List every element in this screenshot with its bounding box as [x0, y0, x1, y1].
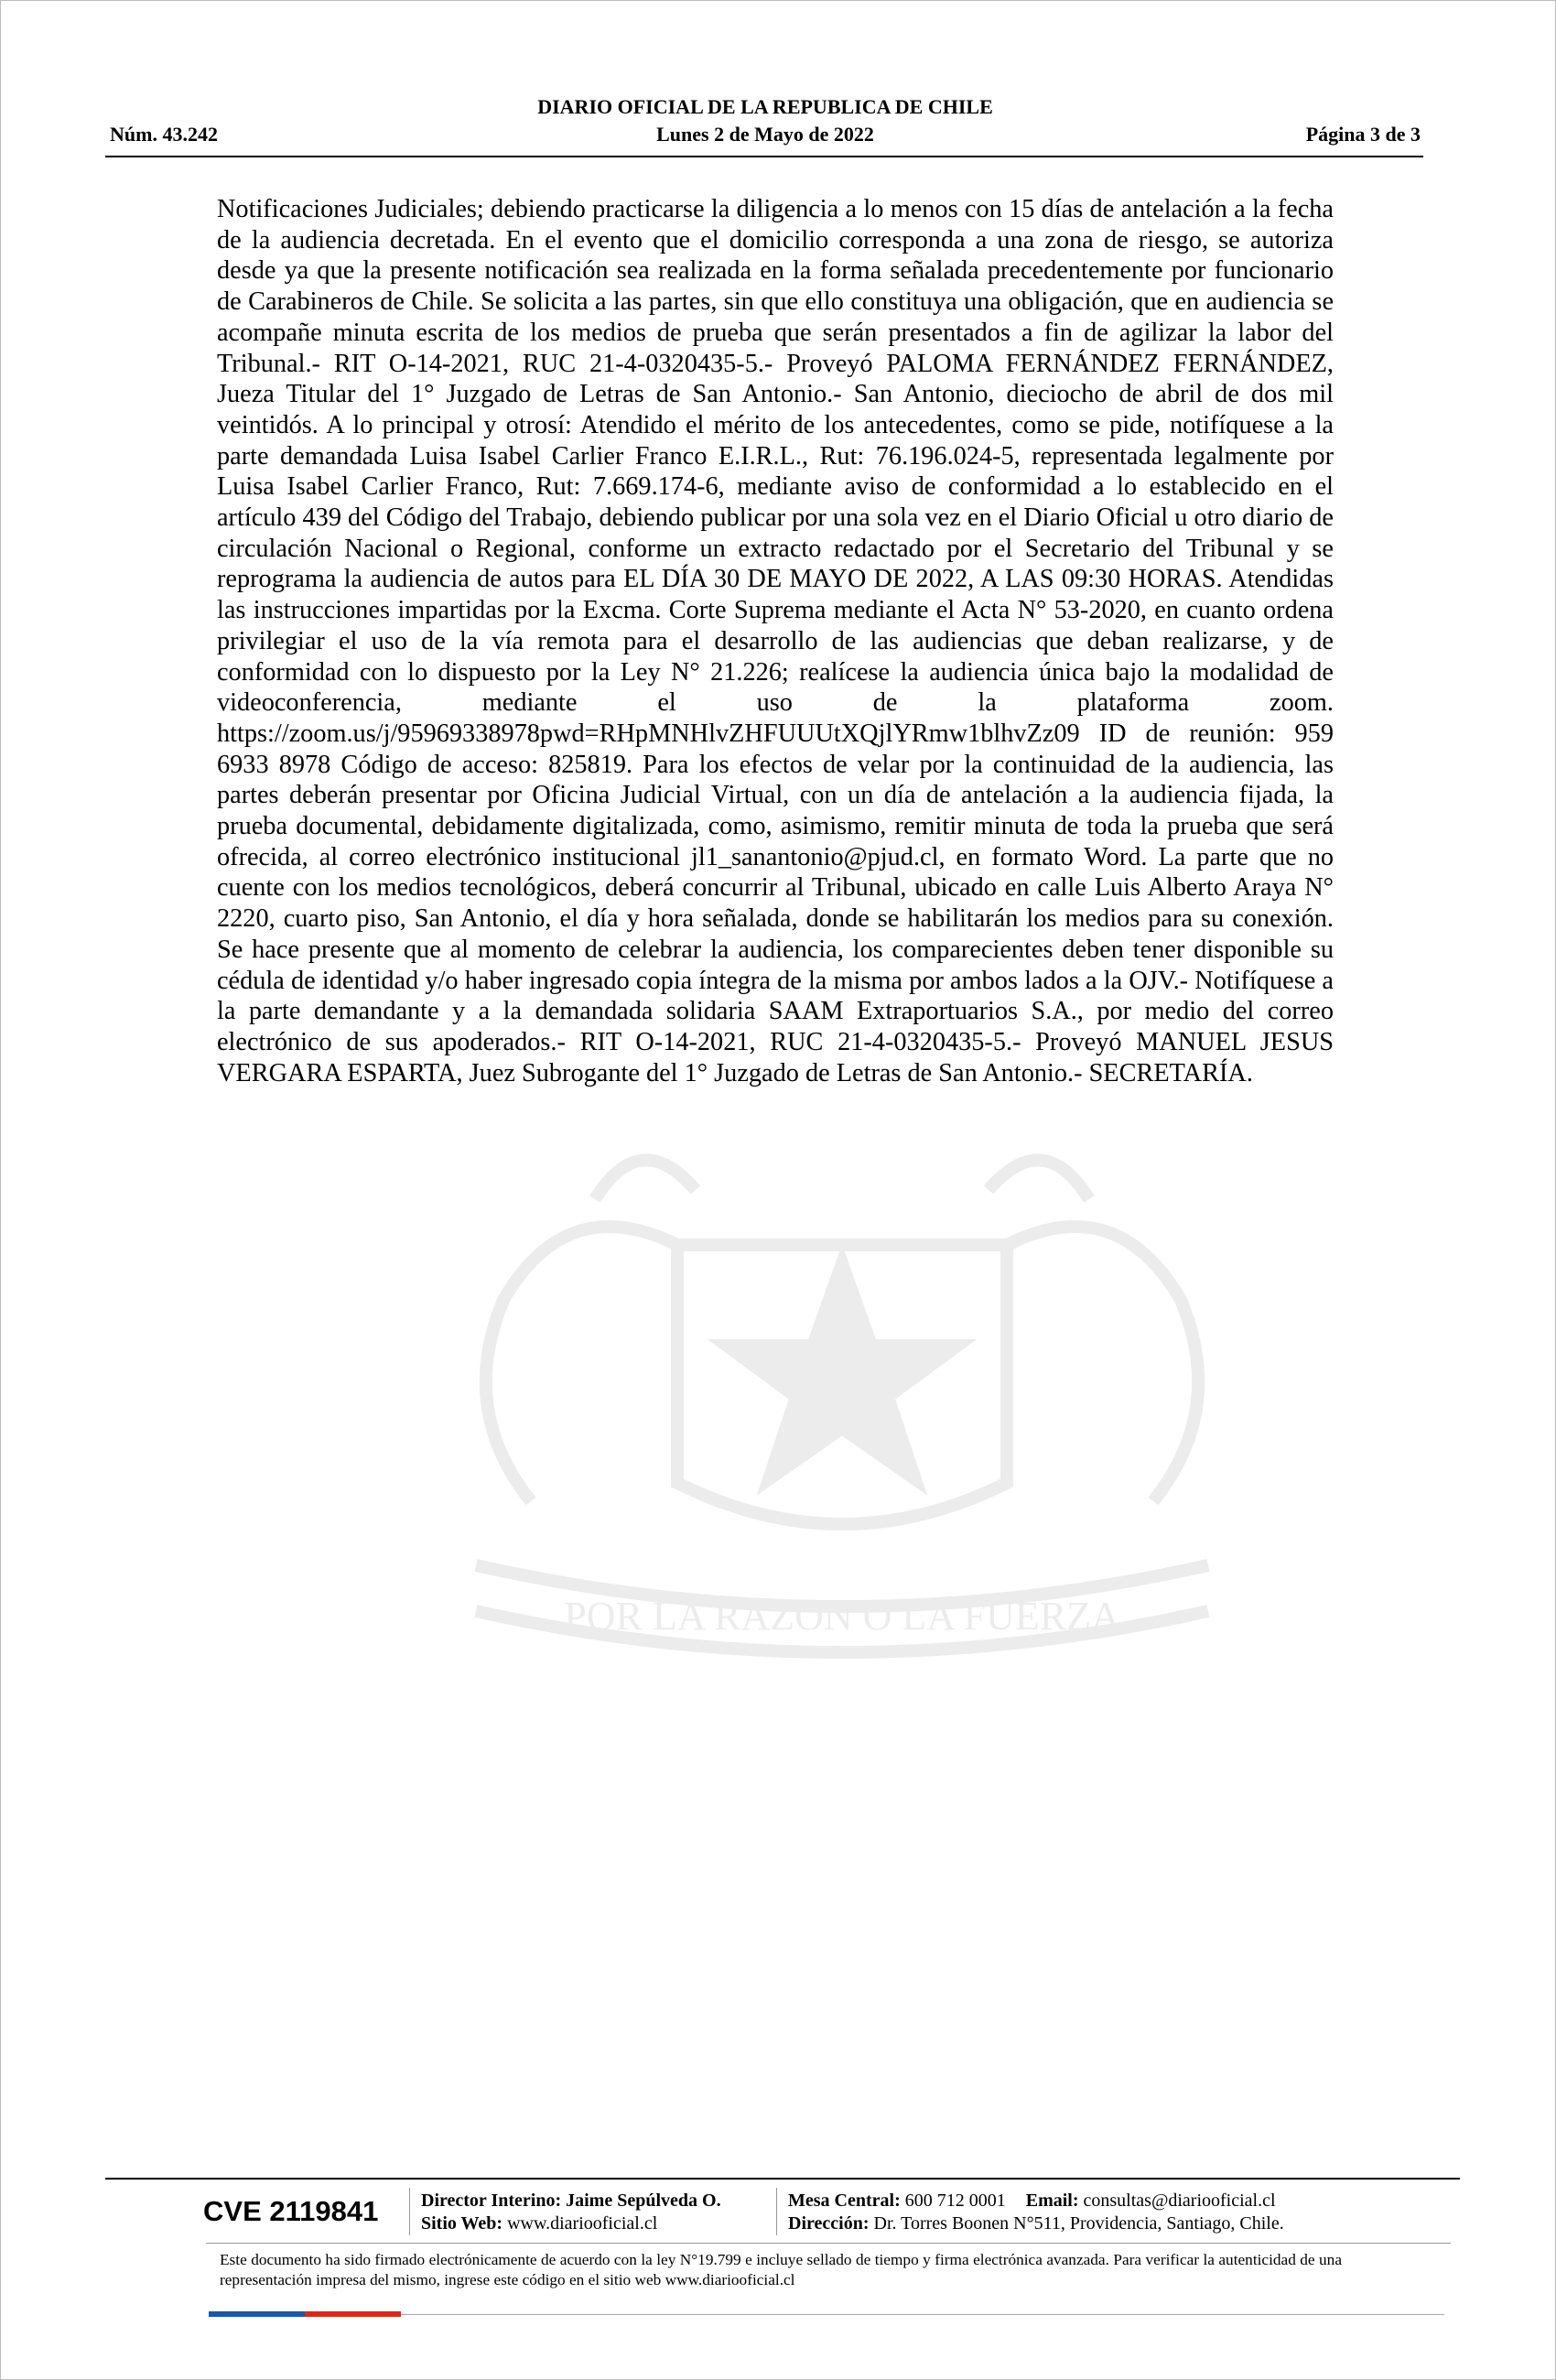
- address-label: Dirección:: [788, 2213, 870, 2234]
- email-label: Email:: [1025, 2191, 1079, 2211]
- footer-divider-secondary: [206, 2243, 1451, 2244]
- address-value: Dr. Torres Boonen N°511, Providencia, Santiago, Chile.: [873, 2213, 1284, 2234]
- footer-divider: [105, 2178, 1460, 2180]
- site-link[interactable]: www.diariooficial.cl: [507, 2213, 658, 2234]
- page-number: Página 3 de 3: [1305, 123, 1421, 146]
- email-link[interactable]: consultas@diariooficial.cl: [1083, 2191, 1276, 2211]
- flag-line: [401, 2314, 1444, 2315]
- footer-separator: [776, 2188, 777, 2235]
- publication-title: DIARIO OFICIAL DE LA REPUBLICA DE CHILE: [537, 95, 993, 118]
- notice-body: [217, 194, 1334, 1088]
- flag-red-segment: [305, 2311, 401, 2317]
- footer-director-block: [421, 2190, 721, 2235]
- motto-text: POR LA RAZON O LA FUERZA: [564, 1594, 1120, 1639]
- signature-disclaimer: Este documento ha sido firmado electrónicamente de acuerdo con la ley N°19.799 e incluye sellado de tiempo y firma electrónica avanzada. Para verificar la autenticidad de una representación impresa del mismo, ingrese este código en el sitio web www.diariooficial.cl: [220, 2251, 1342, 2288]
- director-label: Director Interino:: [421, 2191, 562, 2211]
- director-name: Jaime Sepúlveda O.: [566, 2191, 721, 2211]
- phone-label: Mesa Central:: [788, 2191, 901, 2211]
- site-label: Sitio Web:: [421, 2213, 503, 2234]
- footer-contact-block: [788, 2190, 1284, 2235]
- page-header: [110, 92, 1421, 156]
- flag-stripe: [209, 2311, 401, 2317]
- notice-paragraph: Notificaciones Judiciales; debiendo practicarse la diligencia a lo menos con 15 días de antelación a la fecha de la audiencia decretada. En el evento que el domicilio corresponda a una zona de riesgo, se autoriza desde ya que la presente notificación sea realizada en la forma señalada precedentemente por funcionario de Carabineros de Chile. Se solicita a las partes, sin que ello constituya una obligación, que en audiencia se acompañe minuta escrita de los medios de prueba que serán presentados a fin de agilizar la labor del Tribunal.- RIT O-14-2021, RUC 21-4-0320435-5.- Proveyó PALOMA FERNÁNDEZ FERNÁNDEZ, Jueza Titular del 1° Juzgado de Letras de San Antonio.- San Antonio, dieciocho de abril de dos mil veintidós. A lo principal y otrosí: Atendido el mérito de los antecedentes, como se pide, notifíquese a la parte demandada Luisa Isabel Carlier Franco E.I.R.L., Rut: 76.196.024-5, representada legalmente por Luisa Isabel Carlier Franco, Rut: 7.669.174-6, mediante aviso de conformidad a lo establecido en el artículo 439 del Código del Trabajo, debiendo publicar por una sola vez en el Diario Oficial u otro diario de circulación Nacional o Regional, conforme un extracto redactado por el Secretario del Tribunal y se reprograma la audiencia de autos para EL DÍA 30 DE MAYO DE 2022, A LAS 09:30 HORAS. Atendidas las instrucciones impartidas por la Excma. Corte Suprema mediante el Acta N° 53-2020, en cuanto ordena privilegiar el uso de la vía remota para el desarrollo de las audiencias que deban realizarse, y de conformidad con lo dispuesto por la Ley N° 21.226; realícese la audiencia única bajo la modalidad de videoconferencia, mediante el uso de la plataforma zoom. https://zoom.us/j/95969338978pwd=RHpMNHlvZHFUUUtXQjlYRmw1blhvZz09 ID de reunión: 959 6933 8978 Código de acceso: 825819. Para los efectos de velar por la continuidad de la audiencia, las partes deberán presentar por Oficina Judicial Virtual, con un día de antelación a la audiencia fijada, la prueba documental, debidamente digitalizada, como, asimismo, remitir minuta de toda la prueba que será ofrecida, al correo electrónico institucional jl1_sanantonio@pjud.cl, en formato Word. La parte que no cuente con los medios tecnológicos, deberá concurrir al Tribunal, ubicado en calle Luis Alberto Araya N° 2220, cuarto piso, San Antonio, el día y hora señalada, donde se habilitarán los medios para su conexión. Se hace presente que al momento de celebrar la audiencia, los comparecientes deben tener disponible su cédula de identidad y/o haber ingresado copia íntegra de la misma por ambos lados a la OJV.- Notifíquese a la parte demandante y a la demandada solidaria SAAM Extraportuarios S.A., por medio del correo electrónico de sus apoderados.- RIT O-14-2021, RUC 21-4-0320435-5.- Proveyó MANUEL JESUS VERGARA ESPARTA, Juez Subrogante del 1° Juzgado de Letras de San Antonio.- SECRETARÍA.: [217, 195, 1334, 1087]
- phone-value: 600 712 0001: [904, 2191, 1006, 2211]
- footer-separator: [409, 2188, 410, 2235]
- issue-number: Núm. 43.242: [110, 123, 218, 146]
- issue-date: Lunes 2 de Mayo de 2022: [656, 123, 874, 146]
- cve-code: CVE 2119841: [203, 2195, 379, 2227]
- chile-coat-of-arms-icon: [293, 1135, 1391, 1703]
- header-divider: [105, 156, 1423, 157]
- flag-blue-segment: [209, 2311, 305, 2317]
